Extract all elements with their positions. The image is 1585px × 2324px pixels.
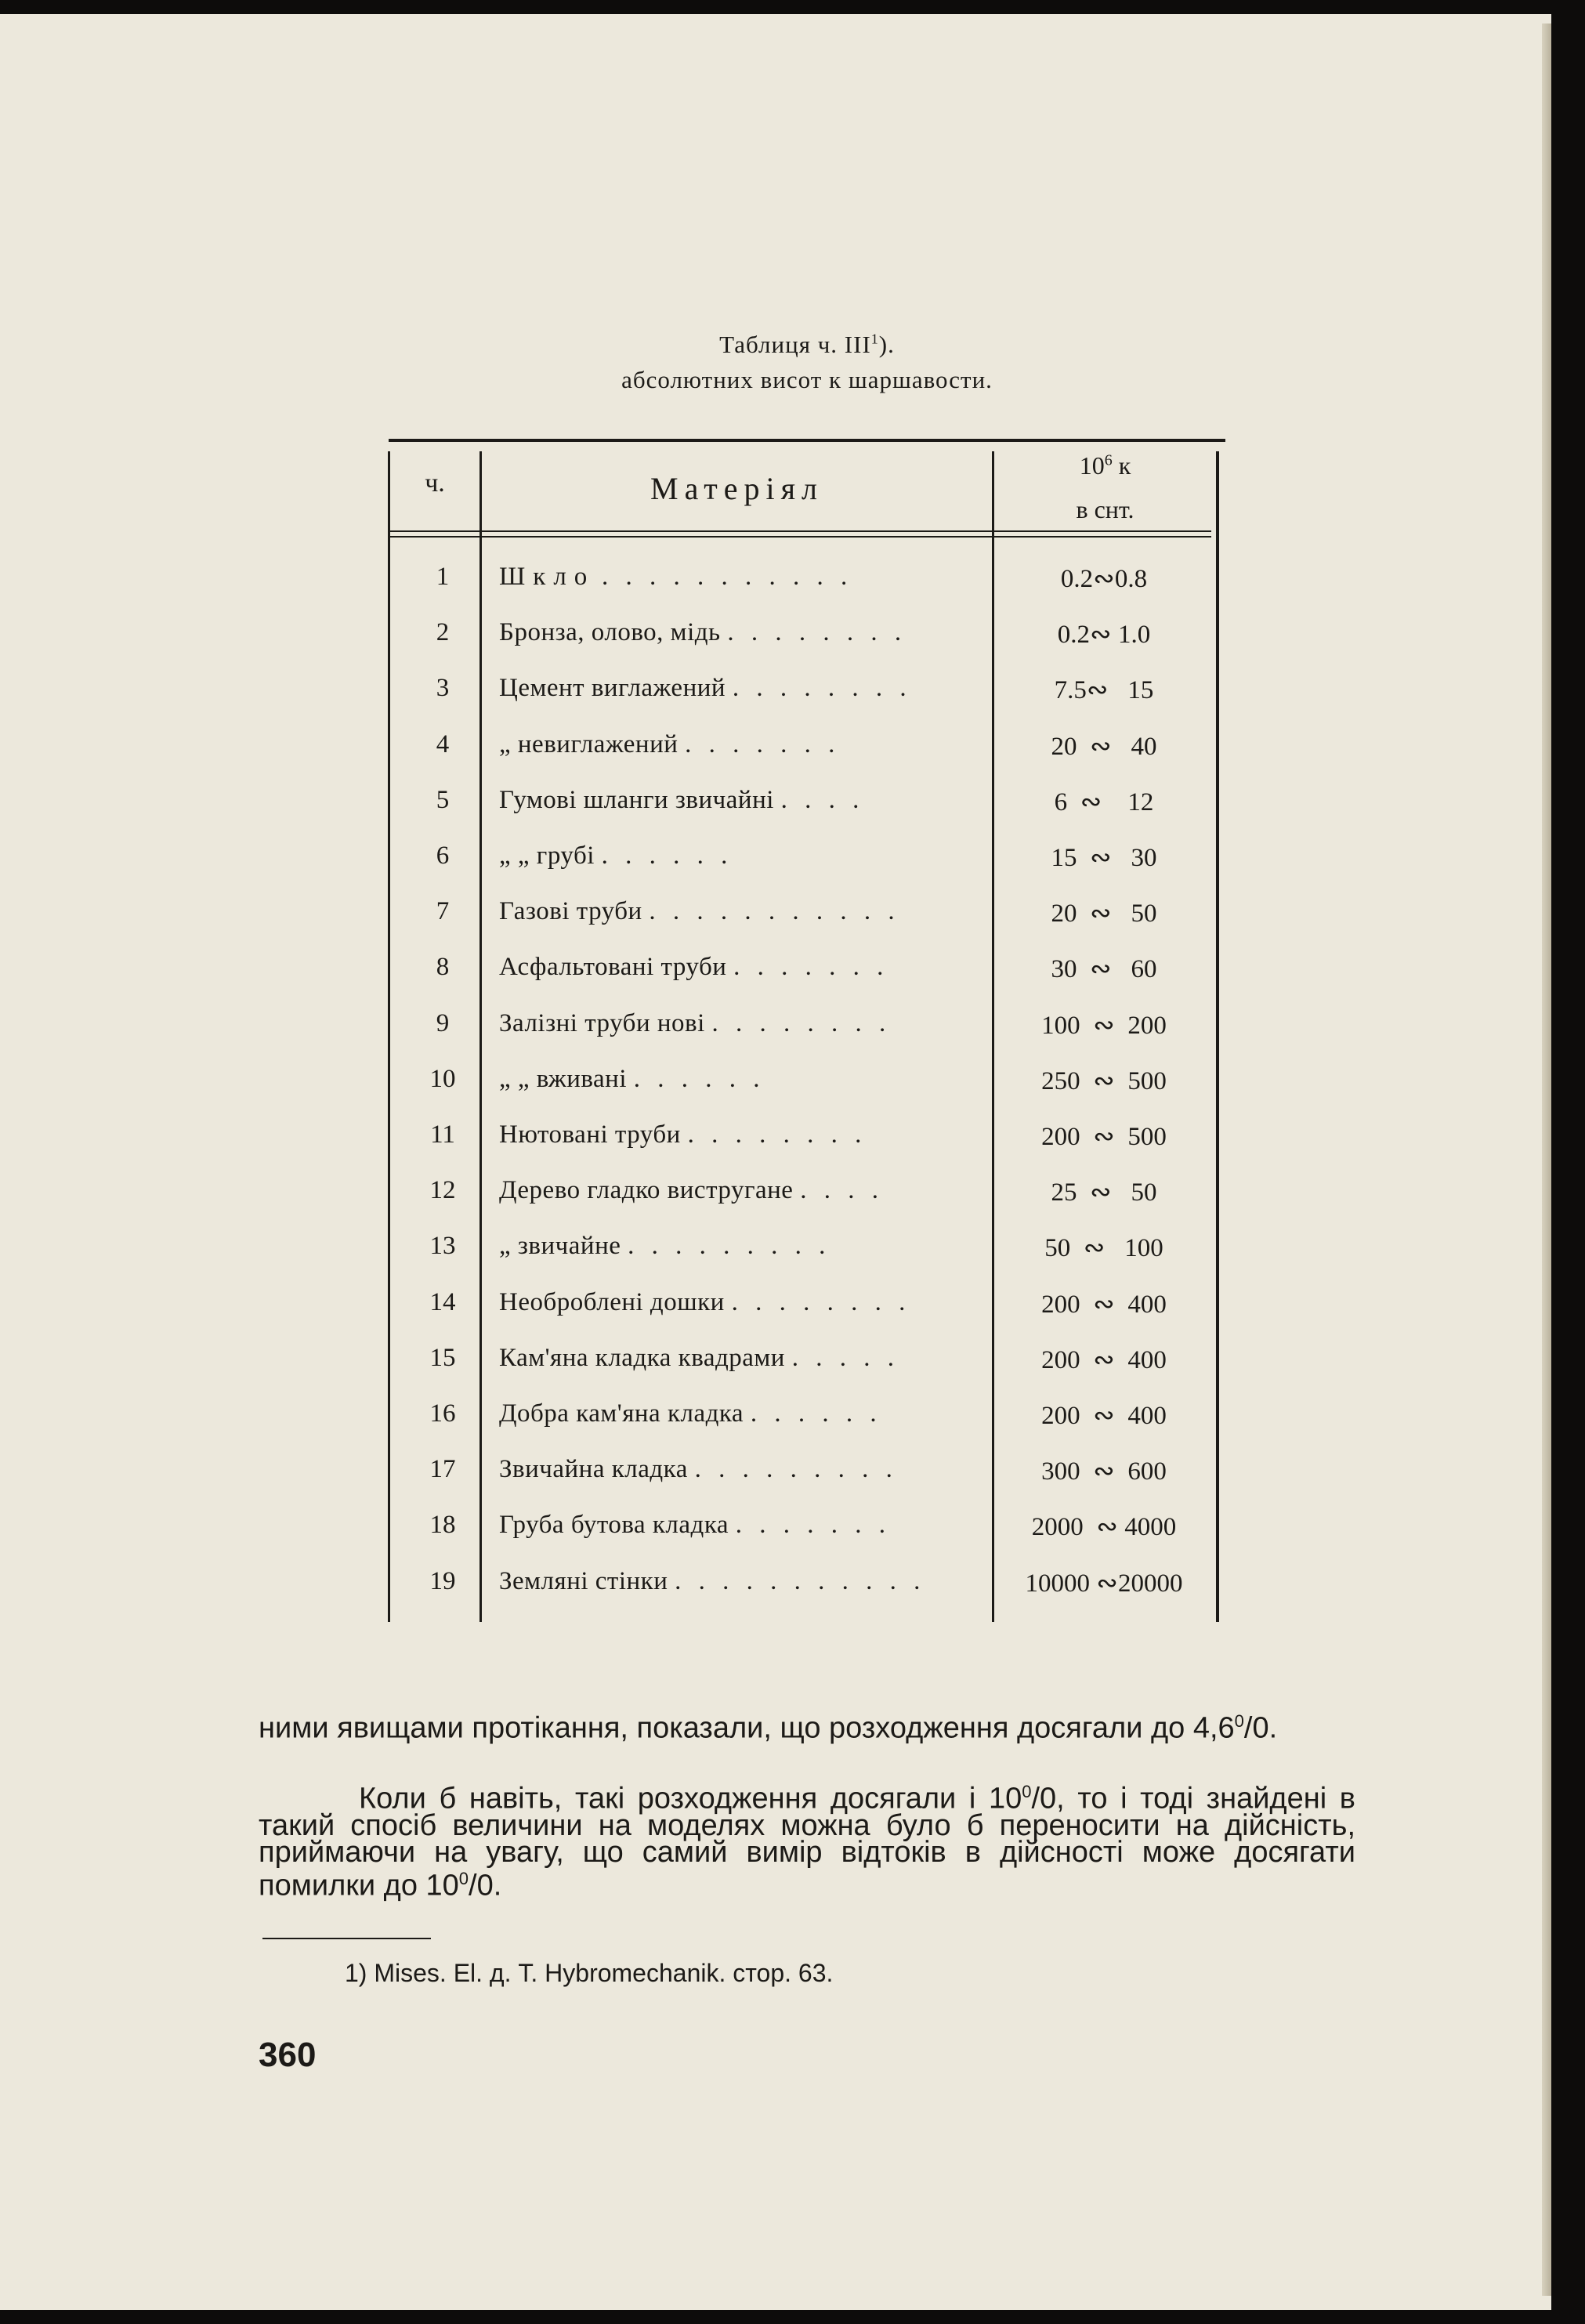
row-number: 7 xyxy=(436,897,450,926)
paragraph-2-part2: /0, то і тоді знайдені в такий спосіб величини на моделях можна було б переносити на дійсність, приймаючи на увагу, що самий вимір відтоків в дійсності може досягати помилки до 10 xyxy=(259,1782,1355,1902)
row-leader-dots: . . . . . . . . xyxy=(732,674,912,703)
row-material xyxy=(499,897,986,926)
row-roughness-value: 100 ∾ 200 xyxy=(1041,1011,1167,1040)
header-value-base: 10 xyxy=(1079,451,1105,480)
row-roughness-value: 30 ∾ 60 xyxy=(1051,955,1157,984)
table-caption-subtitle: абсолютних висот к шаршавости. xyxy=(621,366,993,393)
row-leader-dots: . . . . . . . . xyxy=(727,618,907,647)
row-number: 1 xyxy=(436,563,450,591)
table-row xyxy=(0,1447,1585,1504)
table-row xyxy=(0,1113,1585,1169)
row-leader-dots: . . . . . . . . . . . xyxy=(602,563,853,591)
row-roughness-value: 200 ∾ 400 xyxy=(1041,1345,1167,1374)
row-leader-dots: . . . . . xyxy=(791,1343,899,1372)
table-row xyxy=(0,1280,1585,1337)
row-material xyxy=(499,1120,986,1149)
row-number: 4 xyxy=(436,729,450,758)
row-number: 2 xyxy=(436,618,450,647)
table-row xyxy=(0,778,1585,834)
row-leader-dots: . . . . . . . . xyxy=(731,1287,911,1316)
paragraph-1-end: /0. xyxy=(1243,1711,1278,1745)
header-value-k: к xyxy=(1112,451,1131,480)
row-material-text: „ звичайне xyxy=(499,1232,621,1261)
row-roughness-value: 10000 ∾20000 xyxy=(1025,1569,1183,1598)
row-leader-dots: . . . . . . . . . xyxy=(628,1232,831,1261)
table-row xyxy=(0,1057,1585,1113)
table-row xyxy=(0,889,1585,946)
paragraph-2-part3: /0. xyxy=(469,1869,502,1902)
row-leader-dots: . . . . . . xyxy=(633,1064,765,1093)
row-leader-dots: . . . . . . xyxy=(601,842,733,870)
row-leader-dots: . . . . . . . . . xyxy=(694,1455,898,1484)
row-material-text: Дерево гладко вистругане xyxy=(499,1176,794,1205)
header-value xyxy=(994,451,1216,480)
table-row xyxy=(0,1224,1585,1280)
row-number: 6 xyxy=(436,842,450,870)
table-top-rule xyxy=(389,439,1225,442)
table-row xyxy=(0,1559,1585,1616)
row-material-text: Гумові шланги звичайні xyxy=(499,785,774,814)
table-row xyxy=(0,1503,1585,1559)
table-row xyxy=(0,1336,1585,1392)
table-row xyxy=(0,1392,1585,1448)
paragraph-1-text: ними явищами протікання, показали, що розходження досягали до 4,6 xyxy=(259,1711,1235,1745)
row-material xyxy=(499,730,986,759)
row-leader-dots: . . . . . . . xyxy=(733,953,889,982)
row-number: 13 xyxy=(429,1232,456,1261)
row-material-text: Цемент виглажений xyxy=(499,674,726,703)
header-material: Матеріял xyxy=(650,471,823,506)
table-row xyxy=(0,945,1585,1001)
table-row xyxy=(0,555,1585,611)
row-number: 12 xyxy=(429,1176,456,1205)
row-material xyxy=(499,953,986,982)
table-row xyxy=(0,834,1585,890)
row-material-text: Нютовані труби xyxy=(499,1120,681,1149)
row-material-text: Земляні стінки xyxy=(499,1566,668,1595)
paragraph-2-sup: 0 xyxy=(1022,1782,1032,1801)
row-material xyxy=(499,1009,986,1038)
footnote-rule xyxy=(262,1938,431,1939)
footnote-marker: 1) xyxy=(345,1959,367,1987)
paragraph-1-sup: 0 xyxy=(1234,1711,1244,1731)
table-row xyxy=(0,610,1585,667)
header-value-exponent: 6 xyxy=(1104,451,1113,469)
row-material-text: Кам'яна кладка квадрами xyxy=(499,1343,785,1372)
row-material xyxy=(499,1567,986,1596)
row-roughness-value: 300 ∾ 600 xyxy=(1041,1457,1167,1486)
row-material xyxy=(499,1399,986,1428)
paragraph-2-sup2: 0 xyxy=(458,1868,469,1888)
caption-title-text: Таблиця ч. III xyxy=(719,331,871,358)
paragraph-2 xyxy=(259,1779,1355,1902)
table-caption-title xyxy=(0,331,1585,359)
row-roughness-value: 15 ∾ 30 xyxy=(1051,844,1157,872)
header-value-unit: в снт. xyxy=(1076,495,1134,523)
row-material xyxy=(499,618,986,647)
row-leader-dots: . . . . xyxy=(780,785,865,814)
row-roughness-value: 250 ∾ 500 xyxy=(1041,1066,1167,1095)
table-header-rule xyxy=(389,530,1211,532)
row-leader-dots: . . . . . . xyxy=(750,1399,882,1428)
row-leader-dots: . . . . . . . . . . . xyxy=(649,897,900,926)
row-material-text: Груба бутова кладка xyxy=(499,1511,729,1540)
row-roughness-value: 200 ∾ 500 xyxy=(1041,1123,1167,1151)
row-roughness-value: 2000 ∾ 4000 xyxy=(1031,1513,1177,1542)
row-number: 18 xyxy=(429,1511,456,1540)
row-number: 19 xyxy=(429,1566,456,1595)
row-roughness-value: 50 ∾ 100 xyxy=(1044,1234,1163,1263)
table-row xyxy=(0,1168,1585,1225)
paragraph-1 xyxy=(259,1708,1355,1745)
row-material-text: Шкло xyxy=(499,563,595,591)
row-material xyxy=(499,1176,986,1205)
row-material xyxy=(499,563,986,592)
row-number: 16 xyxy=(429,1399,456,1428)
row-material xyxy=(499,1344,986,1373)
row-material xyxy=(499,1288,986,1317)
row-roughness-value: 20 ∾ 40 xyxy=(1051,732,1157,761)
paragraph-2-part1: Коли б навіть, такі розходження досягали і 10 xyxy=(359,1782,1022,1815)
row-material xyxy=(499,842,986,871)
row-number: 10 xyxy=(429,1064,456,1093)
header-num: ч. xyxy=(425,469,445,498)
row-number: 5 xyxy=(436,785,450,814)
table-row xyxy=(0,666,1585,722)
row-material xyxy=(499,1232,986,1261)
row-material xyxy=(499,1511,986,1540)
row-roughness-value: 0.2∾0.8 xyxy=(1060,565,1148,593)
row-material-text: „ „ грубі xyxy=(499,842,595,870)
page-number: 360 xyxy=(259,2036,317,2074)
row-roughness-value: 6 ∾ 12 xyxy=(1054,787,1154,816)
row-material-text: Добра кам'яна кладка xyxy=(499,1399,744,1428)
row-material-text: Газові труби xyxy=(499,897,642,926)
row-material xyxy=(499,1455,986,1484)
row-roughness-value: 200 ∾ 400 xyxy=(1041,1402,1167,1430)
table-row xyxy=(0,722,1585,779)
row-roughness-value: 20 ∾ 50 xyxy=(1051,900,1157,929)
footnote xyxy=(345,1959,833,1988)
row-material-text: „ „ вживані xyxy=(499,1064,628,1093)
row-roughness-value: 200 ∾ 400 xyxy=(1041,1290,1167,1319)
row-roughness-value: 7.5∾ 15 xyxy=(1054,676,1154,705)
caption-title-end: ). xyxy=(878,331,895,358)
footnote-text: Mises. El. д. T. Hybromechanik. стор. 63. xyxy=(374,1959,834,1987)
row-leader-dots: . . . . . . . . xyxy=(687,1120,867,1149)
row-material-text: „ невиглажений xyxy=(499,729,679,758)
row-leader-dots: . . . . . . . . xyxy=(711,1008,892,1037)
row-number: 9 xyxy=(436,1008,450,1037)
table-row xyxy=(0,1001,1585,1058)
row-material-text: Звичайна кладка xyxy=(499,1455,688,1484)
row-leader-dots: . . . . . . . xyxy=(685,729,841,758)
row-roughness-value: 25 ∾ 50 xyxy=(1051,1178,1157,1207)
row-leader-dots: . . . . . . . . . . . xyxy=(675,1566,926,1595)
row-number: 11 xyxy=(430,1120,455,1149)
row-material-text: Необроблені дошки xyxy=(499,1287,725,1316)
row-leader-dots: . . . . . . . xyxy=(735,1511,891,1540)
row-material-text: Бронза, олово, мідь xyxy=(499,618,721,647)
row-number: 8 xyxy=(436,953,450,982)
row-number: 17 xyxy=(429,1455,456,1484)
row-material xyxy=(499,786,986,815)
row-leader-dots: . . . . xyxy=(800,1176,884,1205)
table-header-rule-2 xyxy=(389,536,1211,538)
row-number: 14 xyxy=(429,1287,456,1316)
row-number: 3 xyxy=(436,674,450,703)
row-material xyxy=(499,674,986,703)
row-number: 15 xyxy=(429,1343,456,1372)
caption-footnote-marker: 1 xyxy=(870,331,879,347)
row-material-text: Асфальтовані труби xyxy=(499,953,727,982)
row-material xyxy=(499,1065,986,1094)
row-material-text: Залізні труби нові xyxy=(499,1008,705,1037)
row-roughness-value: 0.2∾ 1.0 xyxy=(1057,621,1151,650)
